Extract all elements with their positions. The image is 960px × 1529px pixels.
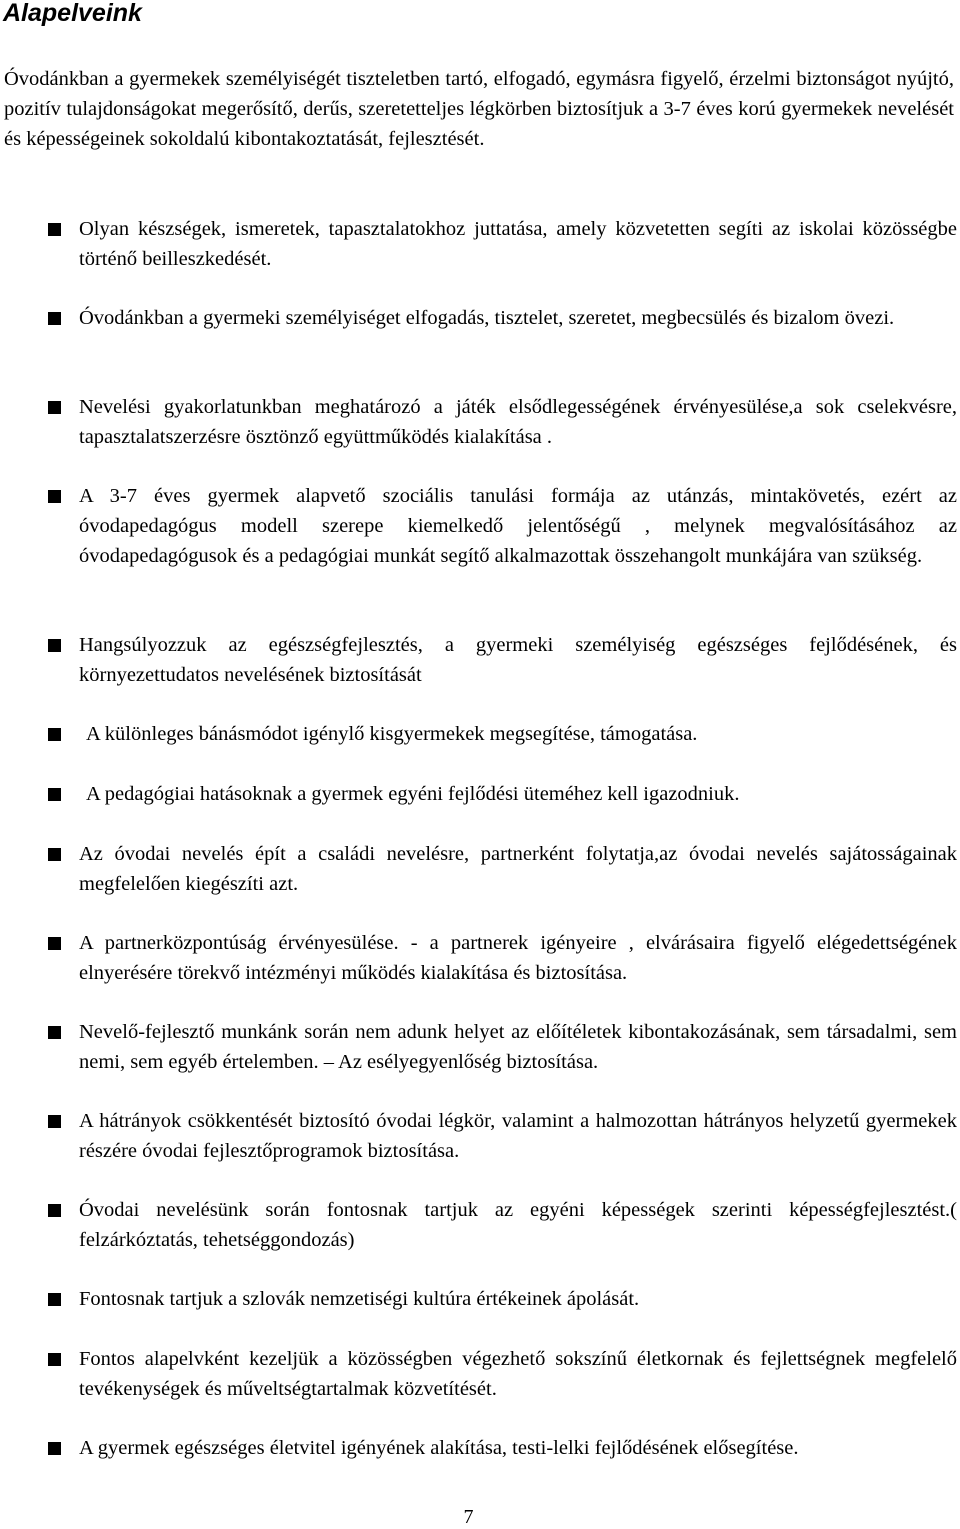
- list-item-text: Nevelési gyakorlatunkban meghatározó a játék elsődlegességének érvényesülése,a sok cselekvésre, tapasztalatszerzésre ösztönző együttműködés kialakítása .: [79, 396, 957, 448]
- square-bullet-icon: [48, 1026, 61, 1039]
- list-item-text: A partnerközpontúság érvényesülése. - a partnerek igényeire , elvárásaira figyelő elégedettségének elnyerésére törekvő intézményi működés kialakítása és biztosítása.: [79, 932, 957, 984]
- intro-paragraph: Óvodánkban a gyermekek személyiségét tiszteletben tartó, elfogadó, egymásra figyelő, érzelmi biztonságot nyújtó, pozitív tulajdonságokat megerősítő, derűs, szeretetteljes légkörben biztosítjuk a 3-7 éves korú gyermekek nevelését és képességeinek sokoldalú kibontakoztatását, fejlesztését.: [4, 68, 954, 150]
- list-item-text: Nevelő-fejlesztő munkánk során nem adunk helyet az előítéletek kibontakozásának, sem társadalmi, sem nemi, sem egyéb értelemben. – Az esélyegyenlőség biztosítása.: [79, 1021, 957, 1073]
- list-item-text: A 3-7 éves gyermek alapvető szociális tanulási formája az utánzás, mintakövetés, ezért az óvodapedagógus modell szerepe kiemelkedő jelentőségű , melynek megvalósításához az óvodapedagógusok és a pedagógiai munkát segítő alkalmazottak összehangolt munkájára van szükség.: [79, 485, 957, 567]
- list-item-text: A különleges bánásmódot igénylő kisgyermekek megsegítése, támogatása.: [86, 723, 698, 745]
- square-bullet-icon: [48, 937, 61, 950]
- square-bullet-icon: [48, 1353, 61, 1366]
- square-bullet-icon: [48, 223, 61, 236]
- square-bullet-icon: [48, 490, 61, 503]
- list-item-text: Óvodánkban a gyermeki személyiséget elfogadás, tisztelet, szeretet, megbecsülés és bizalom övezi.: [79, 307, 895, 329]
- square-bullet-icon: [48, 401, 61, 414]
- list-item-text: A gyermek egészséges életvitel igényének alakítása, testi-lelki fejlődésének elősegítése.: [79, 1437, 799, 1459]
- square-bullet-icon: [48, 788, 61, 801]
- list-item-text: Olyan készségek, ismeretek, tapasztalatokhoz juttatása, amely közvetetten segíti az iskolai közösségbe történő beilleszkedését.: [79, 218, 957, 270]
- list-item-text: A pedagógiai hatásoknak a gyermek egyéni fejlődési üteméhez kell igazodniuk.: [86, 783, 740, 805]
- page-number: 7: [463, 1506, 474, 1528]
- square-bullet-icon: [48, 312, 61, 325]
- list-item-text: Fontosnak tartjuk a szlovák nemzetiségi kultúra értékeinek ápolását.: [79, 1288, 640, 1310]
- square-bullet-icon: [48, 1115, 61, 1128]
- square-bullet-icon: [48, 848, 61, 861]
- list-item-text: Hangsúlyozzuk az egészségfejlesztés, a gyermeki személyiség egészséges fejlődésének, és környezettudatos nevelésének biztosítását: [79, 634, 957, 686]
- section-heading: Alapelveink: [3, 0, 142, 27]
- square-bullet-icon: [48, 1442, 61, 1455]
- square-bullet-icon: [48, 1293, 61, 1306]
- square-bullet-icon: [48, 639, 61, 652]
- list-item-text: Fontos alapelvként kezeljük a közösségben végezhető sokszínű életkornak és fejlettségnek megfelelő tevékenységek és műveltségtartalmak közvetítését.: [79, 1348, 957, 1400]
- square-bullet-icon: [48, 1204, 61, 1217]
- square-bullet-icon: [48, 728, 61, 741]
- list-item-text: Óvodai nevelésünk során fontosnak tartjuk az egyéni képességek szerinti képességfejlesztést.( felzárkóztatás, tehetséggondozás): [79, 1199, 957, 1251]
- list-item-text: A hátrányok csökkentését biztosító óvodai légkör, valamint a halmozottan hátrányos helyzetű gyermekek részére óvodai fejlesztőprogramok biztosítása.: [79, 1110, 957, 1162]
- list-item-text: Az óvodai nevelés épít a családi nevelésre, partnerként folytatja,az óvodai nevelés sajátosságainak megfelelően kiegészíti azt.: [79, 843, 957, 895]
